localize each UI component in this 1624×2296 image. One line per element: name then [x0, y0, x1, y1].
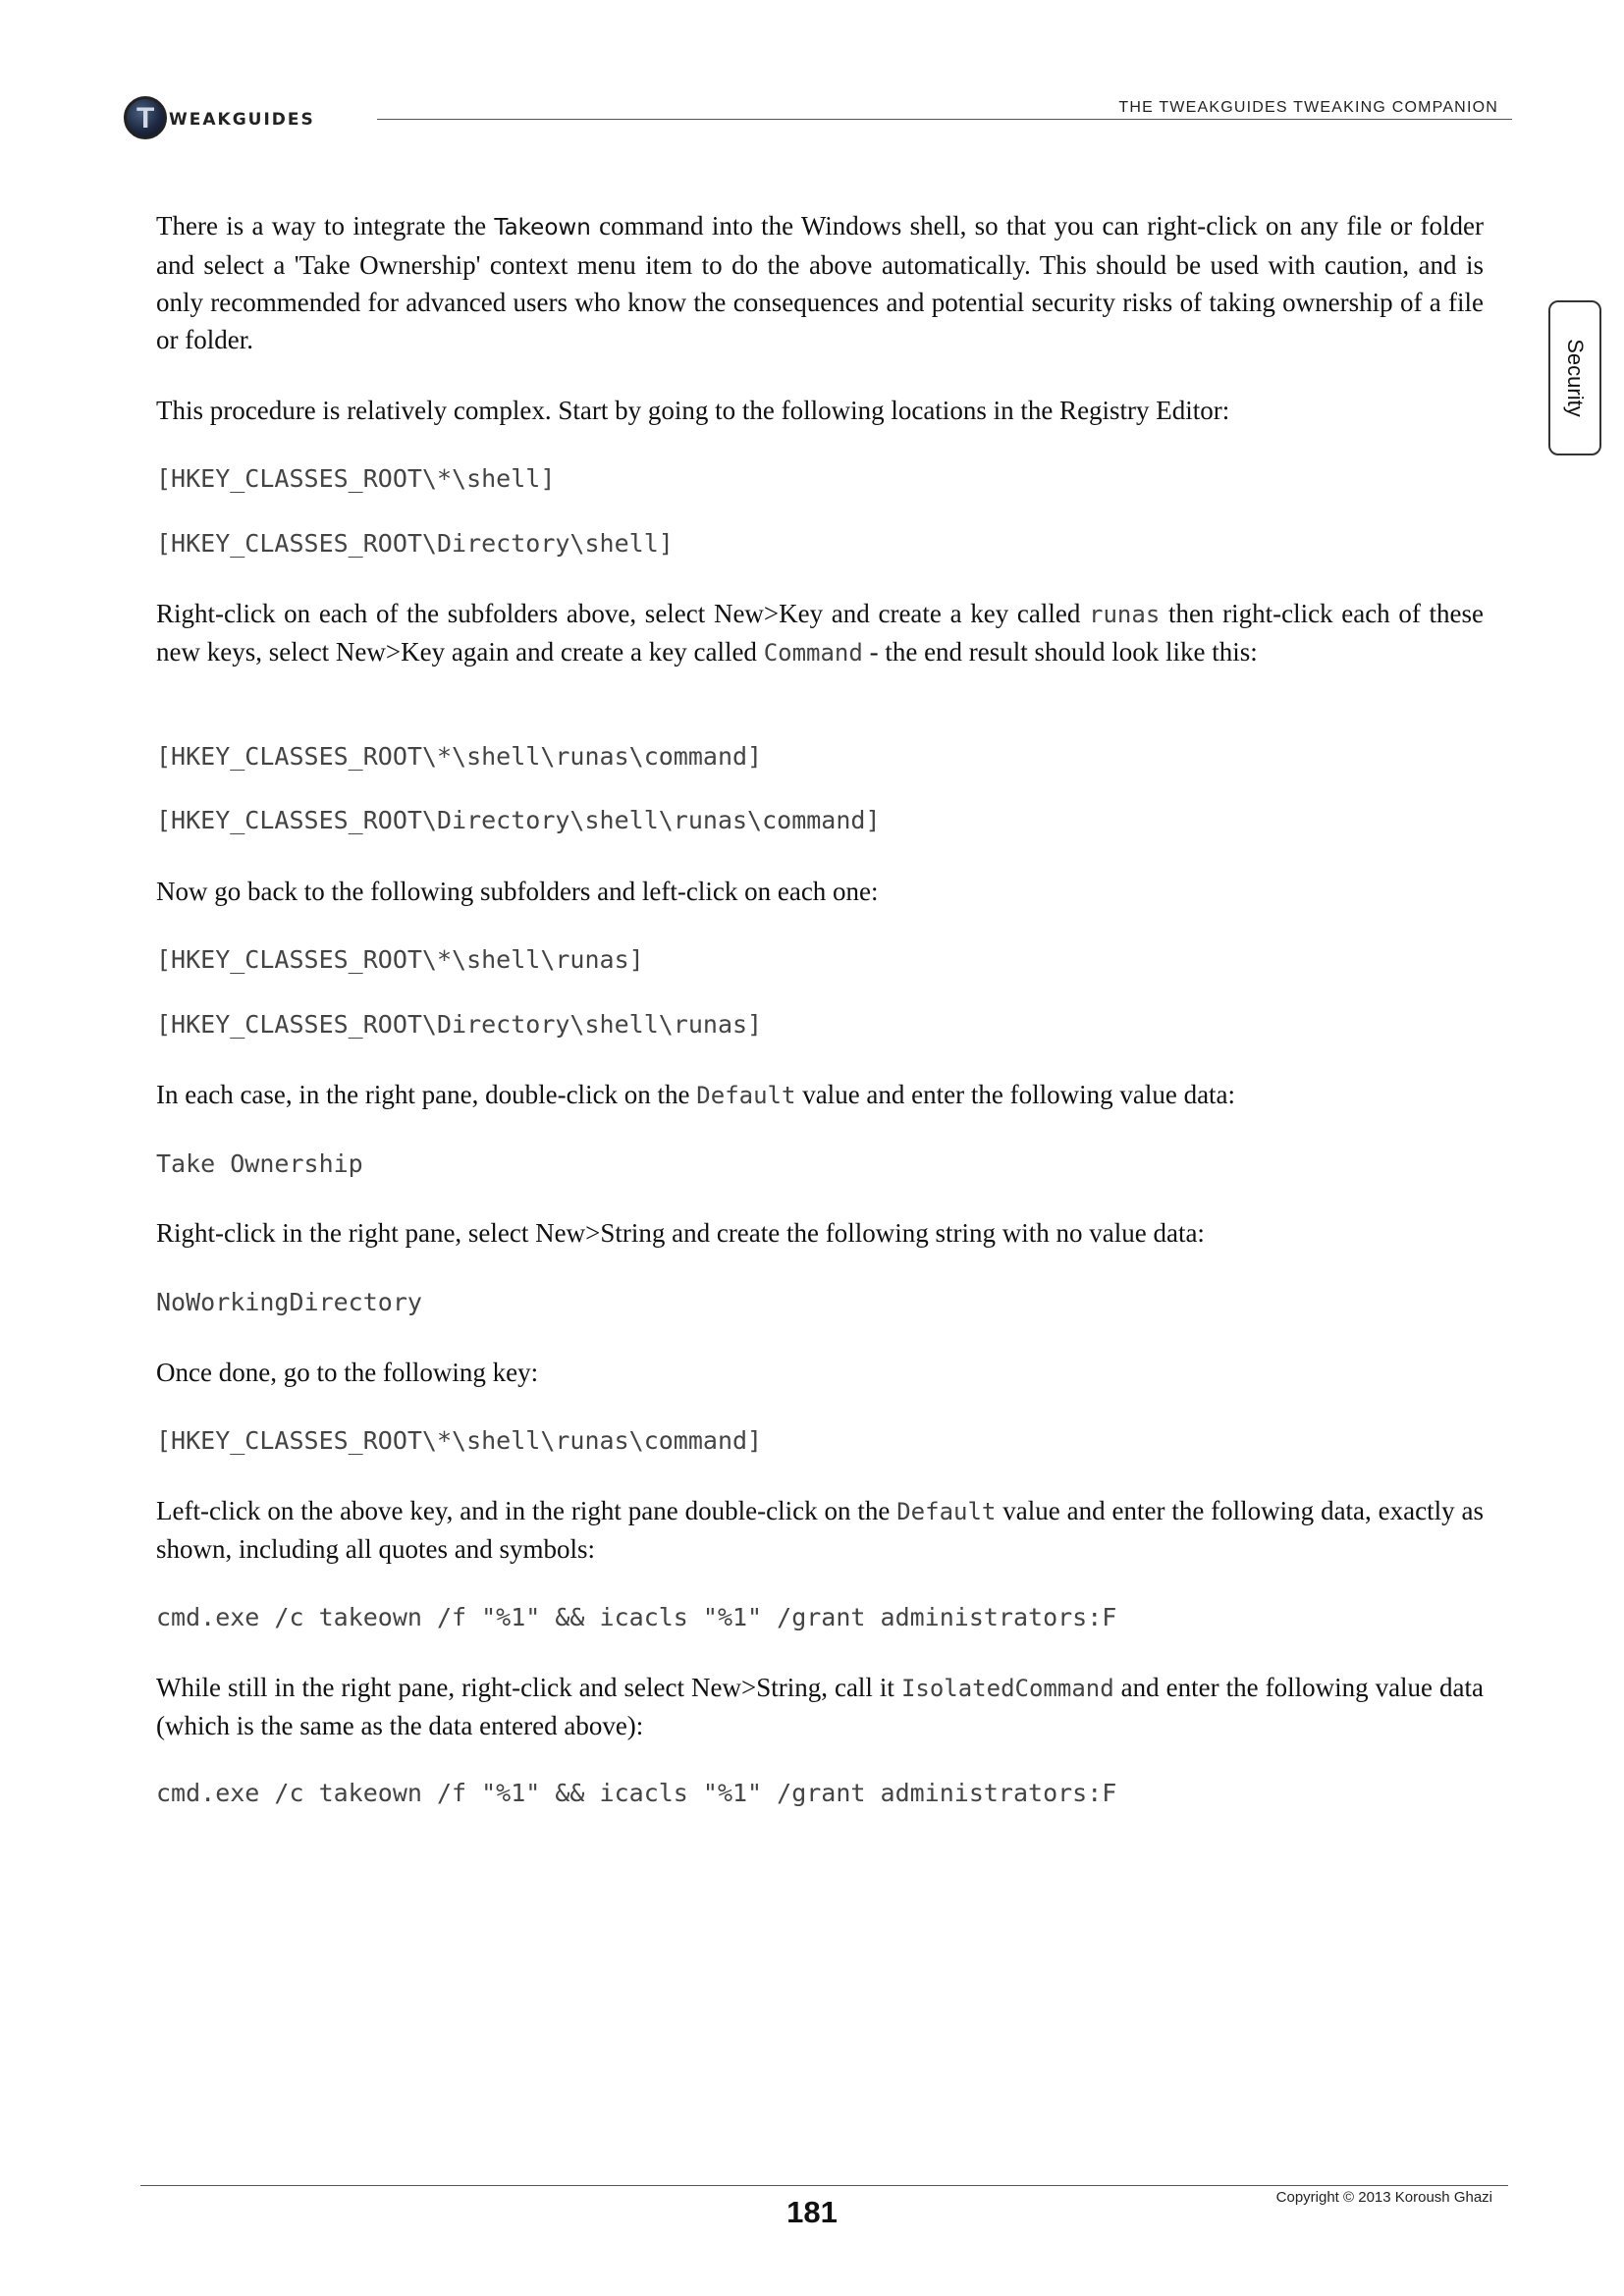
- copyright-notice: Copyright © 2013 Koroush Ghazi: [1275, 2189, 1492, 2206]
- section-tab: [1548, 300, 1601, 455]
- paragraph-create-keys: [156, 595, 1484, 671]
- text-run: Left-click on the above key, and in the right pane double-click on the: [156, 1496, 897, 1525]
- paragraph-once-done: Once done, go to the following key:: [156, 1358, 539, 1387]
- header-rule: [377, 119, 1512, 120]
- paragraph-intro: [156, 207, 1484, 358]
- code-line: [HKEY_CLASSES_ROOT\*\shell\runas\command]: [156, 1426, 763, 1455]
- code-line: cmd.exe /c takeown /f "%1" && icacls "%1" /grant administrators:F: [156, 1779, 1117, 1807]
- inline-code-default: Default: [896, 1498, 997, 1525]
- code-line: Take Ownership: [156, 1149, 363, 1178]
- text-run: - the end result should look like this:: [862, 637, 1258, 667]
- paragraph-go-back: Now go back to the following subfolders and left-click on each one:: [156, 877, 879, 906]
- paragraph-left-click: [156, 1492, 1484, 1568]
- code-line: [HKEY_CLASSES_ROOT\*\shell\runas]: [156, 945, 644, 974]
- code-line: [HKEY_CLASSES_ROOT\*\shell\runas\command]: [156, 742, 763, 771]
- text-run: command into the Windows shell, so that you can right-click on any file or folder and select a 'Take Ownership' context menu item to do the above automatically. This should be used with caution, and is only recommended for advanced users who know the consequences and potential security risks of taking ownership of a file or folder.: [156, 211, 1484, 354]
- paragraph-new-string: Right-click in the right pane, select New>String and create the following string with no value data:: [156, 1218, 1205, 1248]
- inline-code-isolatedcommand: IsolatedCommand: [900, 1675, 1114, 1702]
- code-line: cmd.exe /c takeown /f "%1" && icacls "%1" /grant administrators:F: [156, 1603, 1117, 1631]
- code-line: NoWorkingDirectory: [156, 1288, 422, 1316]
- logo-text: WEAKGUIDES: [169, 110, 315, 130]
- tweakguides-logo: [124, 96, 359, 143]
- section-tab-label: Security: [1563, 339, 1588, 417]
- page-number: 181: [786, 2195, 838, 2229]
- footer-rule: [140, 2185, 1508, 2186]
- logo-globe-icon: [124, 96, 167, 139]
- inline-code-default: Default: [696, 1082, 796, 1109]
- text-run: In each case, in the right pane, double-click on the: [156, 1080, 697, 1109]
- paragraph-procedure: This procedure is relatively complex. Start by going to the following locations in the Registry Editor:: [156, 396, 1230, 425]
- text-run: value and enter the following value data:: [795, 1080, 1236, 1109]
- text-run: There is a way to integrate the: [156, 211, 495, 240]
- text-run: then right-click each of these new keys, select New>Key again and create a key called: [156, 599, 1484, 667]
- paragraph-default-value: [156, 1076, 1484, 1114]
- logo-letter: T: [136, 102, 155, 134]
- text-run: While still in the right pane, right-click and select New>String, call it: [156, 1673, 901, 1702]
- text-run: Right-click on each of the subfolders above, select New>Key and create a key called: [156, 599, 1090, 628]
- inline-code-command: Command: [763, 639, 863, 667]
- inline-command-takeown: Takeown: [494, 215, 591, 240]
- code-line: [HKEY_CLASSES_ROOT\Directory\shell\runas\command]: [156, 806, 881, 834]
- code-line: [HKEY_CLASSES_ROOT\*\shell]: [156, 464, 556, 493]
- inline-code-runas: runas: [1089, 601, 1161, 628]
- code-line: [HKEY_CLASSES_ROOT\Directory\shell\runas]: [156, 1010, 763, 1039]
- code-line: [HKEY_CLASSES_ROOT\Directory\shell]: [156, 529, 674, 558]
- paragraph-isolated-command: [156, 1669, 1484, 1744]
- text-run: and enter the following value data (which is the same as the data entered above):: [156, 1673, 1484, 1740]
- header-title: THE TWEAKGUIDES TWEAKING COMPANION: [1118, 99, 1498, 116]
- text-run: value and enter the following data, exactly as shown, including all quotes and symbols:: [156, 1496, 1484, 1564]
